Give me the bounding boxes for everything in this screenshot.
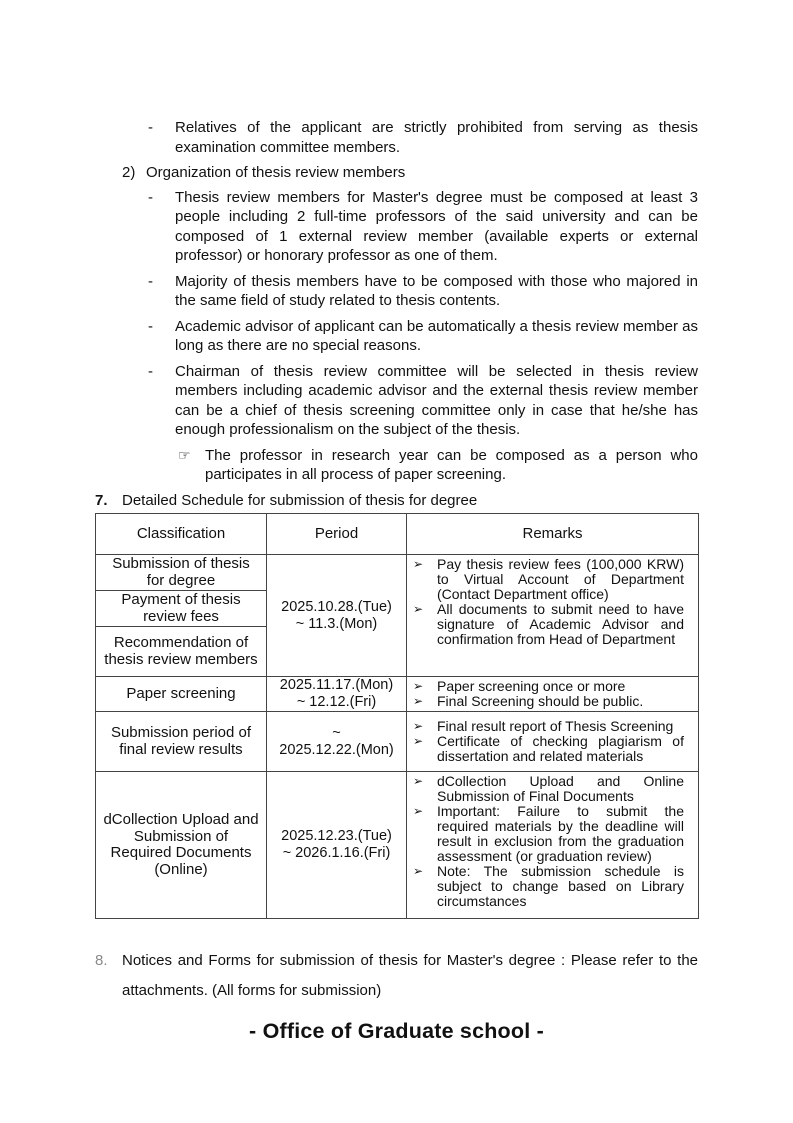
period-line: ~ 12.12.(Fri) bbox=[296, 694, 377, 710]
org-bullet-3-text: Academic advisor of applicant can be automatically a thesis review member as long as there are no special reasons. bbox=[175, 317, 698, 354]
cell-remarks bbox=[407, 555, 699, 677]
cell-remarks bbox=[407, 772, 699, 919]
dash-bullet-icon: - bbox=[148, 119, 153, 136]
section-2-title: Organization of thesis review members bbox=[146, 164, 406, 181]
table-row bbox=[96, 555, 699, 591]
arrowhead-bullet-icon: ➢ bbox=[413, 694, 424, 708]
table-row bbox=[96, 772, 699, 919]
remark-text: Final Screening should be public. bbox=[437, 693, 644, 709]
cell-classification: Submission period of final review results bbox=[96, 712, 267, 772]
org-bullet-1-text: Thesis review members for Master's degree must be composed at least 3 people including 2 full-time professors of the said university and can be composed of 1 external review member (available experts or external professor) or honorary professor as one of them. bbox=[175, 188, 698, 264]
remark-item bbox=[411, 774, 684, 804]
remark-item bbox=[411, 719, 684, 734]
section-8-number: 8. bbox=[95, 952, 108, 969]
remark-text: All documents to submit need to have signature of Academic Advisor and confirmation from Head of Department bbox=[437, 601, 684, 647]
section-2-number: 2) bbox=[122, 164, 136, 181]
org-note-text: The professor in research year can be composed as a person who participates in all process of paper screening. bbox=[205, 446, 698, 483]
remark-text: Paper screening once or more bbox=[437, 678, 626, 694]
arrowhead-bullet-icon: ➢ bbox=[413, 679, 424, 693]
cell-classification: Payment of thesis review fees bbox=[96, 591, 267, 627]
section-7-number: 7. bbox=[95, 491, 108, 509]
org-bullet-1 bbox=[148, 188, 698, 266]
remark-text: Important: Failure to submit the required materials by the deadline will result in exclusion from the graduation assessment (or graduation review) bbox=[437, 803, 684, 864]
remark-item bbox=[411, 864, 684, 909]
period-line: ~ 11.3.(Mon) bbox=[295, 615, 378, 632]
cell-period bbox=[267, 772, 407, 919]
arrowhead-bullet-icon: ➢ bbox=[413, 804, 424, 818]
table-row bbox=[96, 677, 699, 712]
arrowhead-bullet-icon: ➢ bbox=[413, 774, 424, 788]
period-line: 2025.12.22.(Mon) bbox=[279, 741, 394, 758]
org-bullet-4-text: Chairman of thesis review committee will be selected in thesis review members including academic advisor and the external thesis review member can be a chief of thesis screening committee only in case that he/she has enough professionalism on the subject of the thesis. bbox=[175, 362, 698, 438]
cell-remarks bbox=[407, 712, 699, 772]
section-8-heading bbox=[95, 946, 698, 1006]
cell-classification: Recommendation of thesis review members bbox=[96, 627, 267, 677]
period-line: 2025.10.28.(Tue) bbox=[281, 598, 392, 615]
remark-item bbox=[411, 734, 684, 764]
table-header-row bbox=[96, 514, 699, 555]
remark-text: dCollection Upload and Online Submission of Final Documents bbox=[437, 773, 684, 804]
section-7-title: Detailed Schedule for submission of thesis for degree bbox=[122, 491, 478, 509]
cell-period bbox=[267, 712, 407, 772]
dash-bullet-icon: - bbox=[148, 317, 153, 335]
schedule-table bbox=[95, 513, 699, 919]
org-bullet-2 bbox=[148, 272, 698, 311]
document-body bbox=[95, 118, 698, 1042]
cell-classification: Paper screening bbox=[96, 677, 267, 712]
remark-item bbox=[411, 602, 684, 647]
period-line: 2025.12.23.(Tue) bbox=[281, 828, 392, 844]
arrowhead-bullet-icon: ➢ bbox=[413, 864, 424, 878]
cell-period bbox=[267, 555, 407, 677]
org-bullet-2-text: Majority of thesis members have to be composed with those who majored in the same field of study related to thesis contents. bbox=[175, 272, 698, 309]
org-bullet-4 bbox=[148, 362, 698, 440]
intro-bullet-text: Relatives of the applicant are strictly prohibited from serving as thesis examination committee members. bbox=[175, 119, 698, 156]
pointing-hand-icon: ☞ bbox=[178, 446, 191, 463]
remark-item bbox=[411, 679, 684, 694]
header-period: Period bbox=[267, 514, 407, 555]
table-row bbox=[96, 712, 699, 772]
section-2-heading bbox=[122, 163, 698, 183]
dash-bullet-icon: - bbox=[148, 188, 153, 206]
org-bullet-3 bbox=[148, 317, 698, 356]
remark-item bbox=[411, 804, 684, 864]
arrowhead-bullet-icon: ➢ bbox=[413, 602, 424, 616]
remark-text: Pay thesis review fees (100,000 KRW) to Virtual Account of Department (Contact Department office) bbox=[437, 556, 684, 602]
office-signature: - Office of Graduate school - bbox=[249, 1019, 544, 1043]
section-8-text: Notices and Forms for submission of thesis for Master's degree : Please refer to the attachments. (All forms for submission) bbox=[122, 952, 698, 999]
cell-remarks bbox=[407, 677, 699, 712]
dash-bullet-icon: - bbox=[148, 272, 153, 290]
header-classification: Classification bbox=[96, 514, 267, 555]
arrowhead-bullet-icon: ➢ bbox=[413, 557, 424, 571]
arrowhead-bullet-icon: ➢ bbox=[413, 734, 424, 748]
period-line: ~ bbox=[332, 724, 341, 741]
cell-period bbox=[267, 677, 407, 712]
remark-text: Certificate of checking plagiarism of dissertation and related materials bbox=[437, 733, 684, 764]
org-note bbox=[178, 446, 698, 485]
remark-item bbox=[411, 557, 684, 602]
intro-bullet bbox=[148, 118, 698, 157]
cell-classification: Submission of thesis for degree bbox=[96, 555, 267, 591]
arrowhead-bullet-icon: ➢ bbox=[413, 719, 424, 733]
period-line: ~ 2026.1.16.(Fri) bbox=[282, 845, 391, 861]
cell-classification: dCollection Upload and Submission of Required Documents (Online) bbox=[96, 772, 267, 919]
period-line: 2025.11.17.(Mon) bbox=[279, 677, 394, 693]
header-remarks: Remarks bbox=[407, 514, 699, 555]
remark-item bbox=[411, 694, 684, 709]
dash-bullet-icon: - bbox=[148, 362, 153, 380]
section-7-heading bbox=[95, 491, 698, 511]
remark-text: Note: The submission schedule is subject to change based on Library circumstances bbox=[437, 863, 684, 909]
remark-text: Final result report of Thesis Screening bbox=[437, 718, 674, 734]
